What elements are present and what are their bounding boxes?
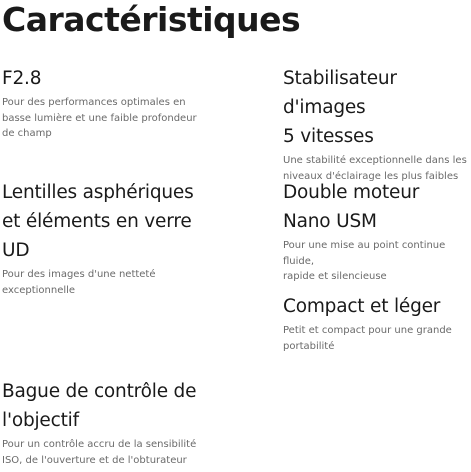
feature-compact-light xyxy=(283,292,471,354)
feature-title xyxy=(2,64,202,93)
feature-title-line: Lentilles asphériques xyxy=(2,182,194,203)
feature-title-line: F2.8 xyxy=(2,68,42,89)
feature-desc-line: basse lumière et une faible profondeur xyxy=(2,112,197,124)
feature-desc-line: Pour des images d'une netteté xyxy=(2,269,156,280)
feature-title xyxy=(2,178,202,265)
feature-desc-line: Petit et compact pour une grande xyxy=(283,325,452,336)
feature-title xyxy=(283,64,471,151)
feature-desc-line: Pour des performances optimales en xyxy=(2,97,186,108)
feature-description xyxy=(283,323,471,354)
feature-title xyxy=(283,292,471,321)
page-title: Caractéristiques xyxy=(2,0,301,39)
feature-title-line: 5 vitesses xyxy=(283,126,374,147)
feature-description xyxy=(2,95,202,142)
feature-title-line: Double moteur xyxy=(283,182,420,203)
feature-title-line: Stabilisateur d'images xyxy=(283,68,397,118)
feature-aperture xyxy=(2,64,202,142)
feature-title xyxy=(283,178,471,236)
feature-title-line: Compact et léger xyxy=(283,296,441,317)
feature-title xyxy=(2,377,202,435)
feature-title-line: et éléments en verre xyxy=(2,211,192,232)
feature-desc-line: de champ xyxy=(2,128,52,139)
feature-description xyxy=(2,437,202,468)
feature-dual-nano-usm xyxy=(283,178,471,285)
feature-desc-line: Pour un contrôle accru de la sensibilité xyxy=(2,439,197,450)
feature-description xyxy=(283,238,471,285)
feature-control-ring xyxy=(2,377,202,468)
feature-desc-line: portabilité xyxy=(283,340,335,352)
feature-desc-line: rapide et silencieuse xyxy=(283,271,387,282)
feature-title-line: Bague de contrôle de xyxy=(2,381,197,402)
feature-desc-line: ISO, de l'ouverture et de l'obturateur xyxy=(2,454,187,466)
feature-title-line: Nano USM xyxy=(283,211,377,232)
feature-desc-line: Pour une mise au point continue fluide, xyxy=(283,240,446,267)
feature-aspherical-lenses xyxy=(2,178,202,298)
feature-desc-line: niveaux d'éclairage les plus faibles xyxy=(283,170,459,182)
feature-description xyxy=(2,267,202,298)
feature-title-line: UD xyxy=(2,240,30,261)
feature-desc-line: Une stabilité exceptionnelle dans les xyxy=(283,155,467,166)
feature-title-line: l'objectif xyxy=(2,410,79,431)
feature-desc-line: exceptionnelle xyxy=(2,284,76,296)
feature-image-stabilizer xyxy=(283,64,471,184)
